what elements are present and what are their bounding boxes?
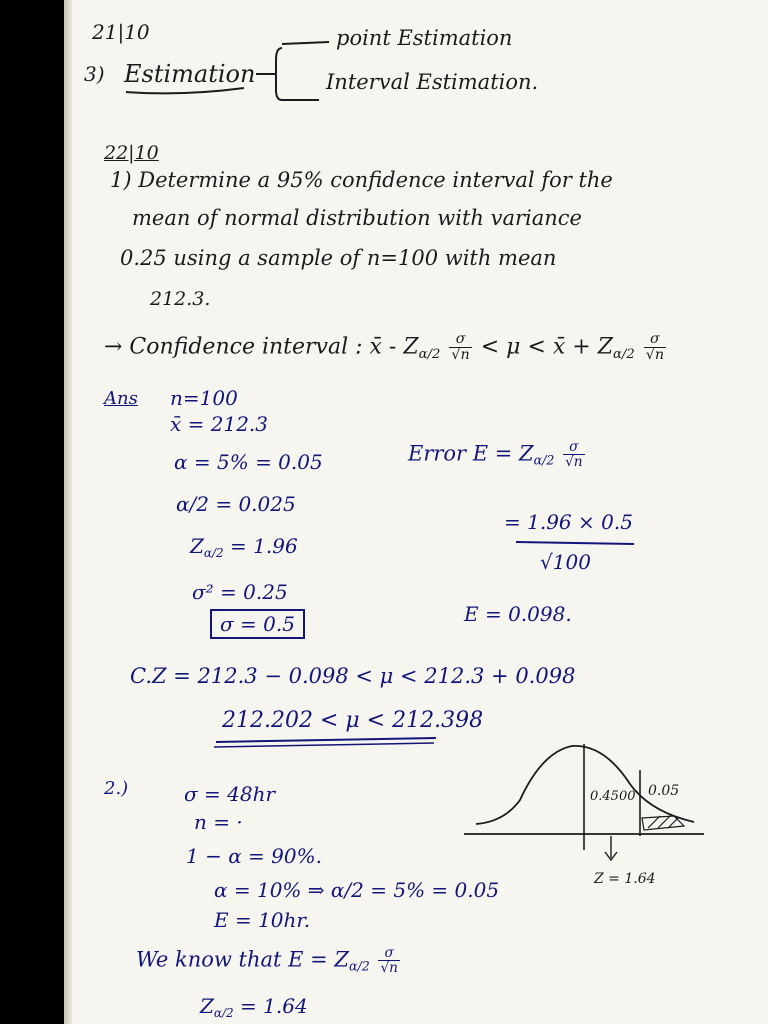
ans-alpha-half: α/2 = 0.025: [176, 492, 296, 516]
curve-area-mid: 0.4500: [590, 789, 636, 804]
q2-sigma: σ = 48hr: [184, 782, 276, 806]
ci-mid: < μ < x̄ + Z: [480, 334, 613, 360]
ci-sub-2: α/2: [613, 347, 635, 363]
ans-z-letter: Z: [190, 534, 204, 558]
topic-estimation: Estimation: [124, 60, 256, 88]
error-calc: = 1.96 × 0.5: [504, 510, 633, 534]
q2-know-fraction: [378, 946, 399, 976]
q2-know-sub: α/2: [348, 958, 370, 974]
ci-result: 212.202 < μ < 212.398: [222, 708, 484, 733]
q2-alpha: α = 10% ⇒ α/2 = 5% = 0.05: [214, 878, 500, 902]
q2-know-num: σ: [378, 946, 399, 961]
ans-sigma-boxed: σ = 0.5: [210, 609, 305, 639]
q1-line-4: 212.3.: [150, 288, 211, 310]
q1-line-2: mean of normal distribution with variance: [132, 206, 582, 230]
ci-root-n-2: √n: [645, 347, 665, 363]
error-value: E = 0.098.: [464, 602, 572, 626]
q2-know-that-text: We know that E = Z: [136, 947, 349, 972]
ci-root-n-1: √n: [451, 347, 470, 363]
q2-confidence: 1 − α = 90%.: [186, 844, 322, 868]
ci-label: → Confidence interval :: [104, 334, 363, 360]
q2-z-value: [200, 996, 308, 1019]
normal-curve-sketch: [64, 0, 768, 900]
branch-point-estimation: point Estimation: [336, 26, 513, 50]
q2-error: E = 10hr.: [214, 908, 311, 932]
error-fraction-num: σ: [563, 440, 584, 455]
curve-area-tail: 0.05: [648, 783, 680, 799]
error-formula-text: Error E = Z: [408, 441, 534, 466]
notebook-page: [64, 0, 768, 1024]
ci-sigma-1: σ: [449, 332, 471, 348]
q1-line-1: 1) Determine a 95% confidence interval for the: [110, 168, 613, 192]
ci-part1: x̄ - Z: [369, 334, 419, 360]
date-label: 21|10: [92, 20, 150, 44]
ans-sigma-sq: σ² = 0.25: [192, 580, 288, 604]
q1-date: 22|10: [104, 142, 159, 164]
q2-z-number: = 1.64: [240, 994, 308, 1018]
ans-alpha: α = 5% = 0.05: [174, 450, 323, 474]
item-number: 3): [84, 62, 105, 86]
ans-xbar: x̄ = 212.3: [170, 412, 269, 436]
ci-sigma-2: σ: [644, 332, 666, 348]
error-root: √100: [540, 550, 591, 574]
ci-sub-1: α/2: [418, 347, 441, 363]
ans-n: n=100: [170, 386, 238, 410]
curve-z-mark: Z = 1.64: [594, 871, 656, 887]
ci-computation: C.Z = 212.3 − 0.098 < μ < 212.3 + 0.098: [130, 664, 576, 688]
branch-interval-estimation: Interval Estimation.: [326, 70, 539, 94]
ans-z-value: = 1.96: [230, 534, 298, 558]
q2-z-letter: Z: [200, 994, 214, 1018]
q2-know-den: √n: [380, 960, 398, 977]
error-fraction-den: √n: [565, 454, 583, 471]
q2-n: n = ·: [194, 810, 243, 834]
error-formula-sub: α/2: [533, 452, 555, 468]
answer-label: Ans: [104, 388, 138, 409]
q1-line-3: 0.25 using a sample of n=100 with mean: [120, 246, 557, 270]
ans-z-sub: α/2: [203, 546, 224, 561]
q2-z-sub: α/2: [213, 1006, 234, 1021]
q2-number: 2.): [104, 778, 129, 799]
q2-know-that: [136, 946, 402, 976]
